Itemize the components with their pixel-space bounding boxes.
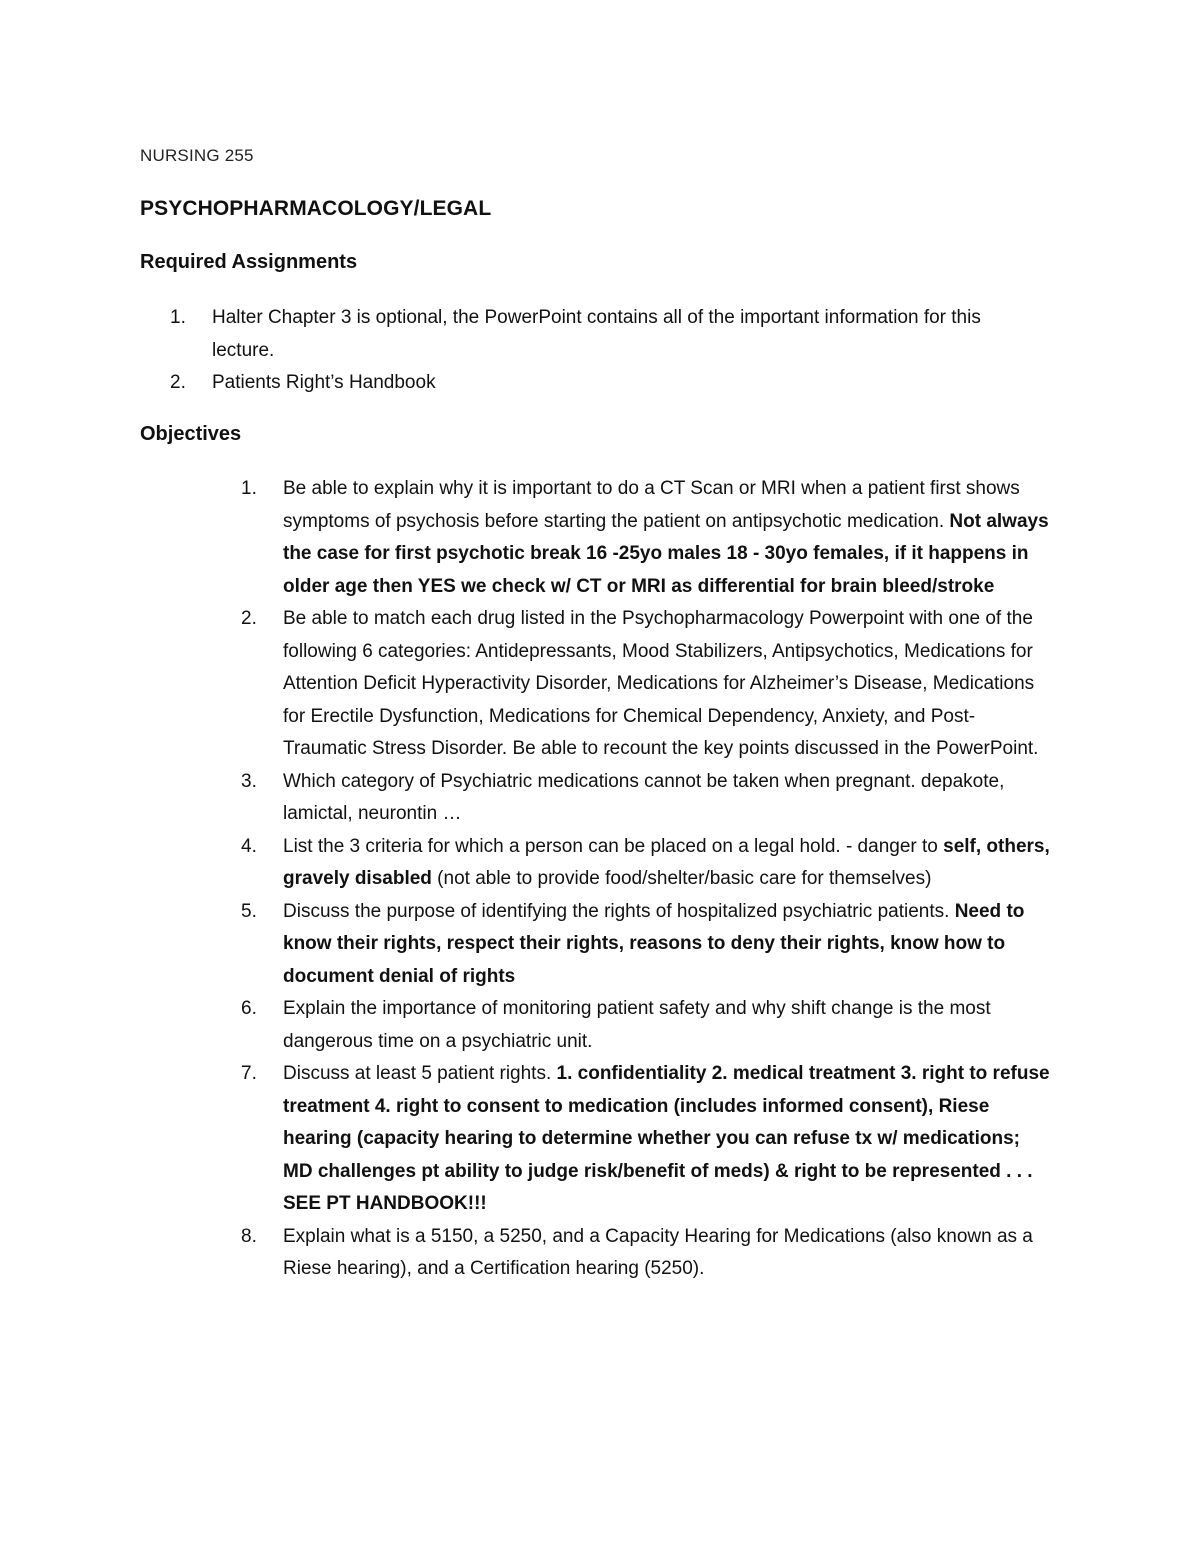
item-number: 1.: [170, 307, 186, 328]
item-text: Which category of Psychiatric medications cannot be taken when pregnant. depakote, lamictal, neurontin …: [283, 770, 1005, 824]
required-assignments-heading: Required Assignments: [140, 251, 358, 273]
item-number: 6.: [241, 998, 257, 1019]
item-number: 1.: [241, 478, 257, 499]
list-item: [241, 831, 1053, 896]
document-title: PSYCHOPHARMACOLOGY/LEGAL: [140, 197, 492, 220]
answer-note: self, others, gravely disabled: [283, 835, 1050, 889]
item-text-tail: (not able to provide food/shelter/basic care for themselves): [431, 868, 932, 889]
list-item: [241, 993, 1053, 1058]
objectives-heading: Objectives: [140, 423, 242, 445]
item-number: 8.: [241, 1225, 257, 1247]
item-number: 2.: [241, 608, 257, 629]
answer-note: Need to know their rights, respect their rights, reasons to deny their rights, know how to document denial of rights: [283, 900, 1025, 987]
item-number: 7.: [241, 1063, 257, 1084]
item-text: Halter Chapter 3 is optional, the PowerPoint contains all of the important information for this lecture.: [212, 307, 981, 361]
list-item: [170, 302, 1040, 367]
item-text: Explain the importance of monitoring patient safety and why shift change is the most dangerous time on a psychiatric unit.: [283, 998, 991, 1052]
item-number: 2.: [170, 372, 186, 393]
list-item: [241, 1058, 1053, 1221]
list-item: [241, 1221, 1053, 1286]
item-text: Explain what is a 5150, a 5250, and a Capacity Hearing for Medications (also known as a Riese hearing), and a Certification hearing (5250).: [283, 1225, 1033, 1279]
answer-note: Not always the case for first psychotic break 16 -25yo males 18 - 30yo females, if it happens in older age then YES we check w/ CT or MRI as differential for brain bleed/stroke: [283, 510, 1049, 597]
objectives-list: [241, 473, 1053, 1286]
list-item: [241, 473, 1053, 603]
required-assignments-list: [170, 302, 1040, 400]
course-code: NURSING 255: [140, 146, 254, 165]
item-text: Patients Right’s Handbook: [212, 372, 436, 393]
list-item: [241, 603, 1053, 766]
item-text: Discuss at least 5 patient rights.: [283, 1063, 557, 1084]
answer-note: 1. confidentiality 2. medical treatment 3. right to refuse treatment 4. right to consent to medication (includes informed consent), Riese hearing (capacity hearing to determine whether you can refuse tx w/ medications; MD challenges pt ability to judge risk/benefit of meds) & right to be represented . . . SEE PT HANDBOOK!!!: [283, 1063, 1050, 1214]
item-text: Discuss the purpose of identifying the rights of hospitalized psychiatric patients.: [283, 900, 955, 922]
item-number: 3.: [241, 770, 257, 792]
list-item: [241, 896, 1053, 994]
list-item: [241, 766, 1053, 831]
item-number: 5.: [241, 900, 257, 922]
item-number: 4.: [241, 835, 257, 857]
list-item: [170, 367, 1040, 400]
item-text: Be able to match each drug listed in the Psychopharmacology Powerpoint with one of the following 6 categories: Antidepressants, Mood Stabilizers, Antipsychotics, Medications for Attention Deficit Hyperactivity Disorder, Medications for Alzheimer’s Disease, Medications for Erectile Dysfunction, Medications for Chemical Dependency, Anxiety, and Post-Traumatic Stress Disorder. Be able to recount the key points discussed in the PowerPoint.: [283, 608, 1039, 759]
item-text: Be able to explain why it is important to do a CT Scan or MRI when a patient first shows symptoms of psychosis before starting the patient on antipsychotic medication.: [283, 478, 1020, 532]
item-text: List the 3 criteria for which a person can be placed on a legal hold. - danger to: [283, 835, 944, 857]
